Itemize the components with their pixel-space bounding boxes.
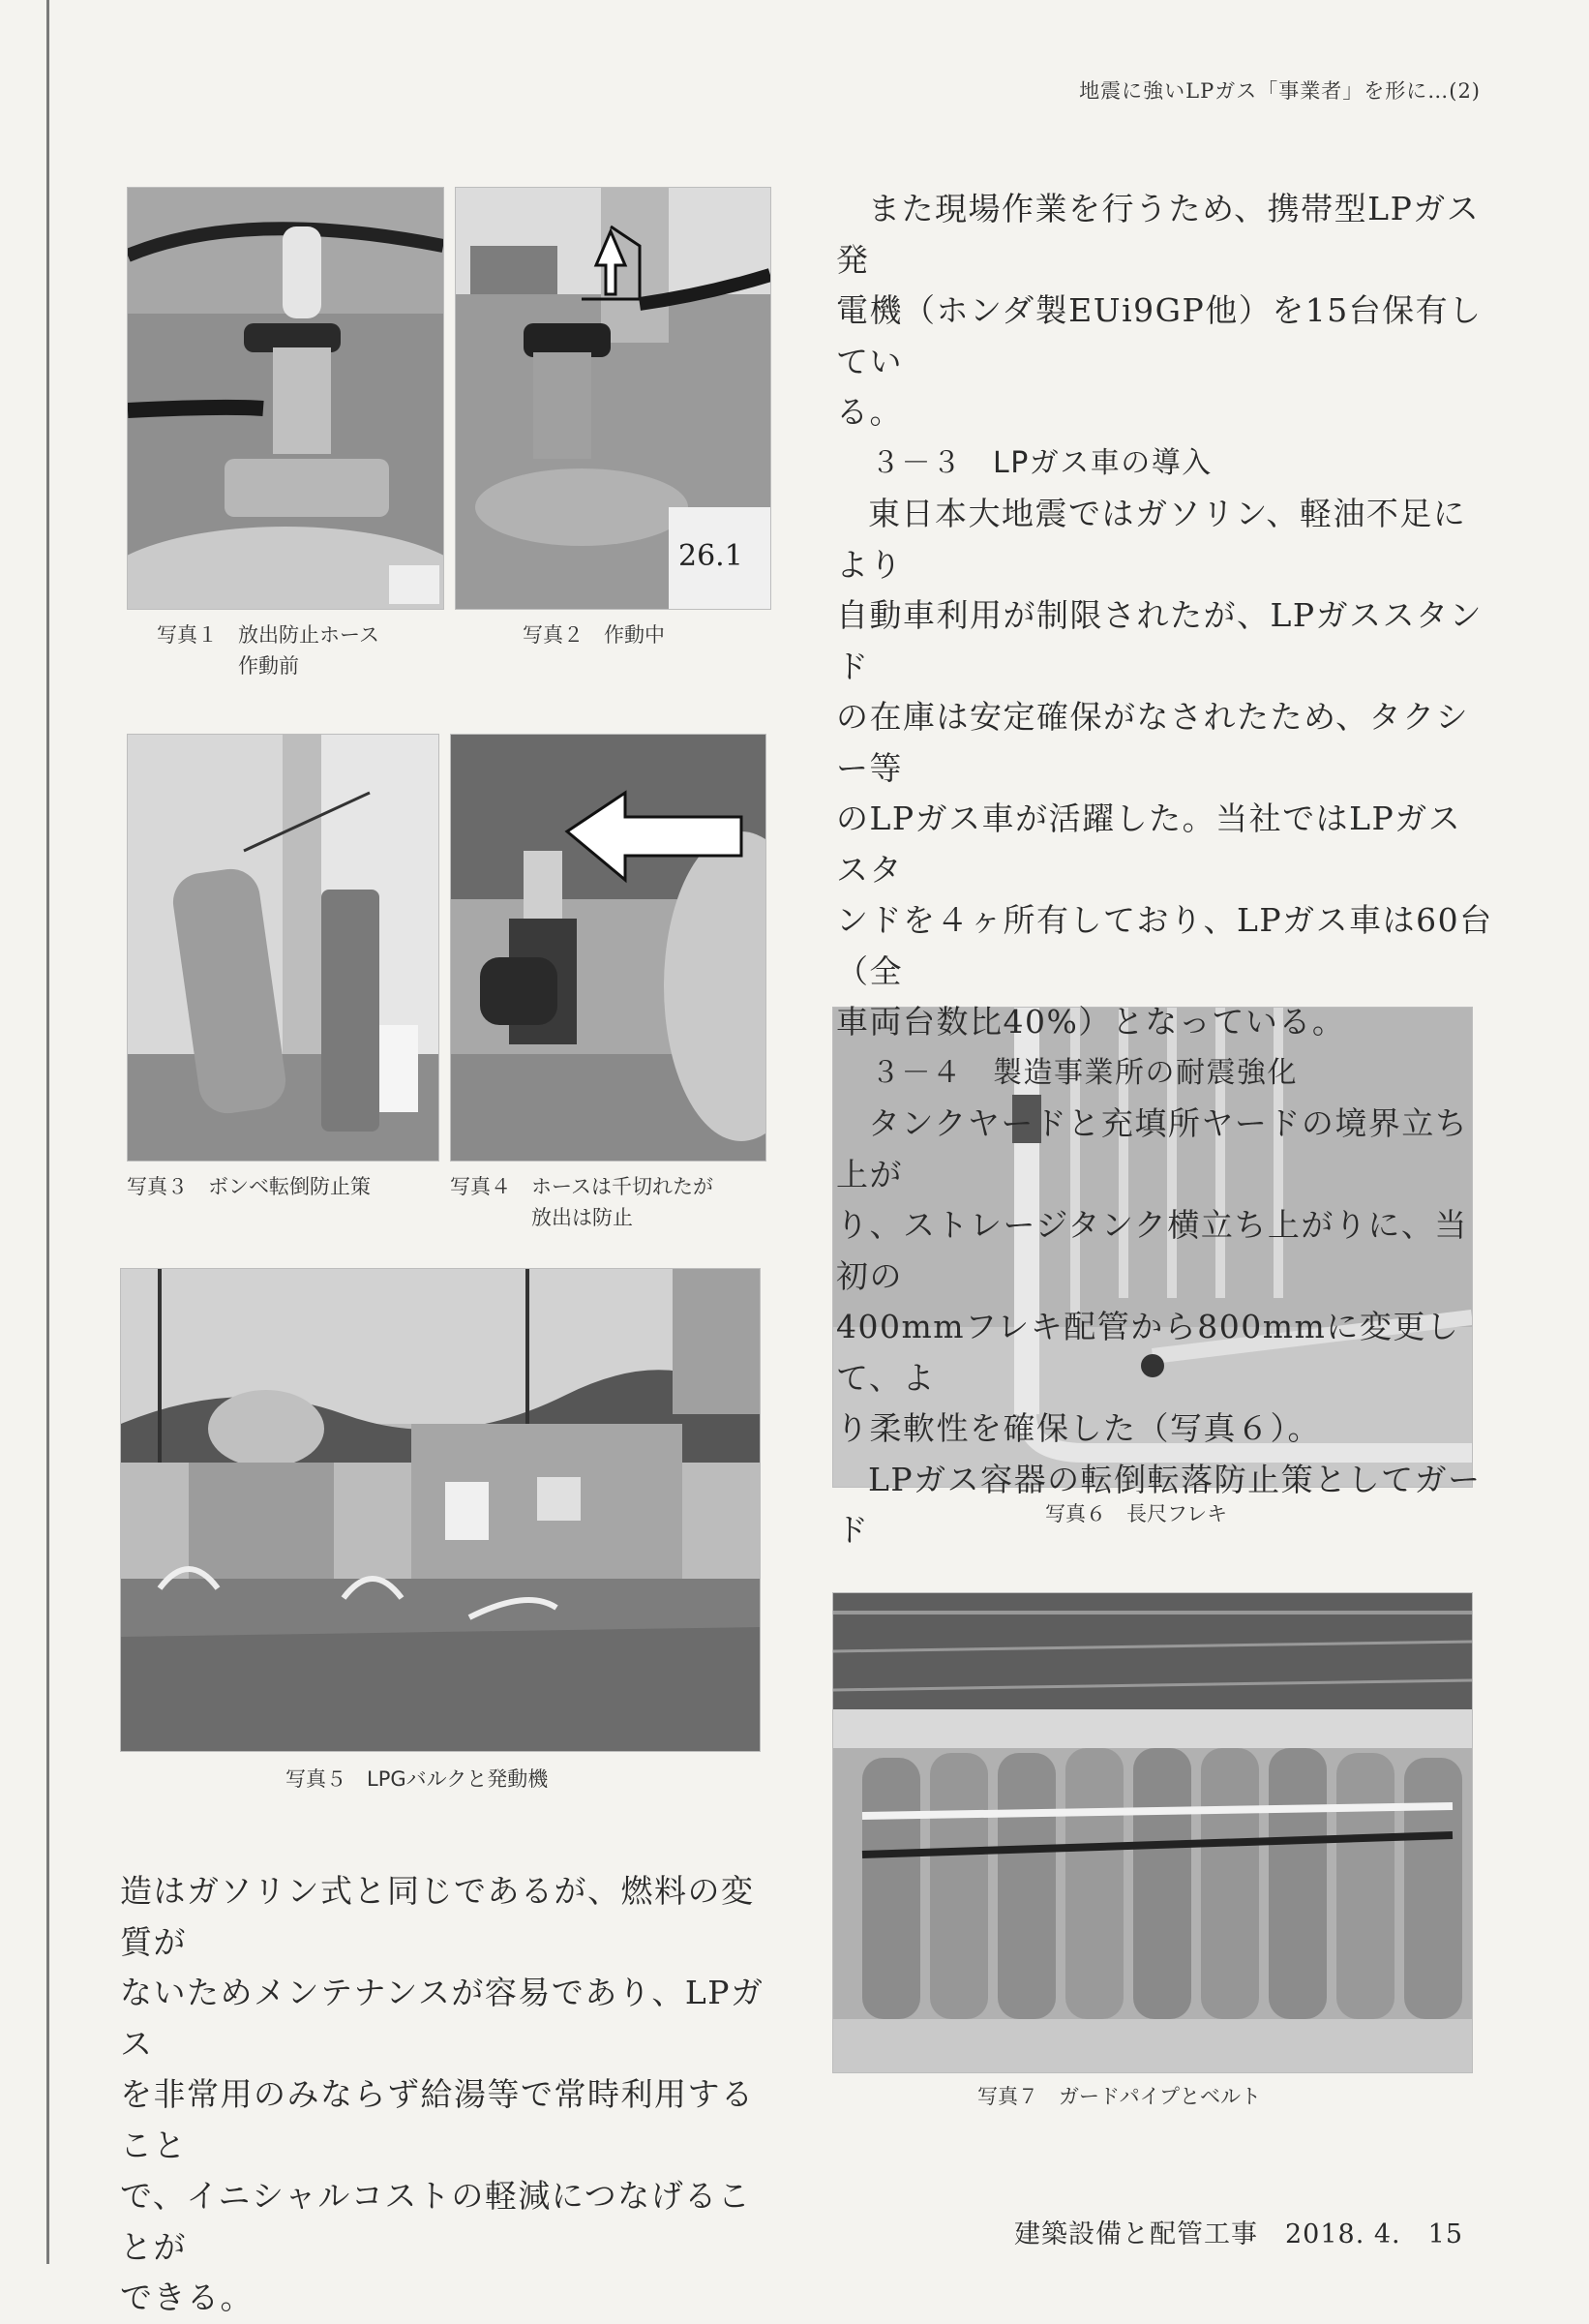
text-line: り、ストレージタンク横立ち上がりに、当初の — [836, 1206, 1468, 1295]
page-footer: 建築設備と配管工事 2018. 4. 15 — [1014, 2219, 1463, 2249]
section-heading-3-4: ３－４ 製造事業所の耐震強化 — [871, 1055, 1298, 1090]
text-line: り柔軟性を確保した（写真６）。 — [836, 1409, 1321, 1447]
text-line: また現場作業を行うため、携帯型LPガス発 — [836, 190, 1481, 279]
text-line: LPガス容器の転倒転落防止策としてガード — [836, 1460, 1482, 1549]
text-line: を非常用のみならず給湯等で常時利用すること — [120, 2075, 755, 2164]
text-line: 電機（ホンダ製EUi9GP他）を15台保有してい — [836, 291, 1483, 380]
caption-photo-2: 写真２ 作動中 — [523, 623, 665, 647]
text-line: る。 — [836, 393, 903, 431]
section-heading-3-3: ３－３ LPガス車の導入 — [871, 445, 1213, 480]
photo-4 — [450, 734, 766, 1162]
photo-5 — [120, 1268, 761, 1752]
text-line: のLPガス車が活躍した。当社ではLPガススタ — [836, 800, 1462, 889]
binding-line — [46, 0, 49, 2264]
caption-photo-1: 写真１ 放出防止ホース 作動前 — [157, 623, 379, 678]
caption-photo-7: 写真７ ガードパイプとベルト — [977, 2085, 1261, 2108]
text-line: 車両台数比40%）となっている。 — [836, 1003, 1346, 1041]
caption-photo-3: 写真３ ボンベ転倒防止策 — [127, 1175, 371, 1198]
right-column-text — [836, 184, 1494, 1556]
text-line: ンドを４ヶ所有しており、LPガス車は60台（全 — [836, 901, 1493, 990]
text-line: できる。 — [120, 2279, 254, 2316]
running-header: 地震に強いLPガス「事業者」を形に…(2) — [1079, 79, 1481, 103]
photo-2 — [455, 187, 771, 610]
svg-text:26.1: 26.1 — [678, 539, 743, 573]
photo-1 — [127, 187, 444, 610]
text-line: の在庫は安定確保がなされたため、タクシー等 — [836, 698, 1470, 787]
text-line: で、イニシャルコストの軽減につなげることが — [120, 2177, 752, 2266]
left-column-text — [120, 1866, 778, 2324]
photo-3 — [127, 734, 439, 1162]
text-line: 400mmフレキ配管から800mmに変更して、よ — [836, 1308, 1460, 1397]
caption-photo-4: 写真４ ホースは千切れたが 放出は防止 — [450, 1175, 713, 1229]
text-line: 造はガソリン式と同じであるが、燃料の変質が — [120, 1872, 755, 1961]
caption-photo-6: 写真６ 長尺フレキ — [1045, 1502, 1228, 1525]
text-line: 東日本大地震ではガソリン、軽油不足により — [836, 495, 1467, 584]
caption-photo-5: 写真５ LPGバルクと発動機 — [285, 1767, 549, 1791]
photo-7 — [832, 1592, 1473, 2073]
text-line: ないためメンテナンスが容易であり、LPガス — [120, 1974, 765, 2063]
text-line: タンクヤードと充填所ヤードの境界立ち上が — [836, 1104, 1469, 1193]
text-line: 自動車利用が制限されたが、LPガススタンド — [836, 596, 1484, 685]
